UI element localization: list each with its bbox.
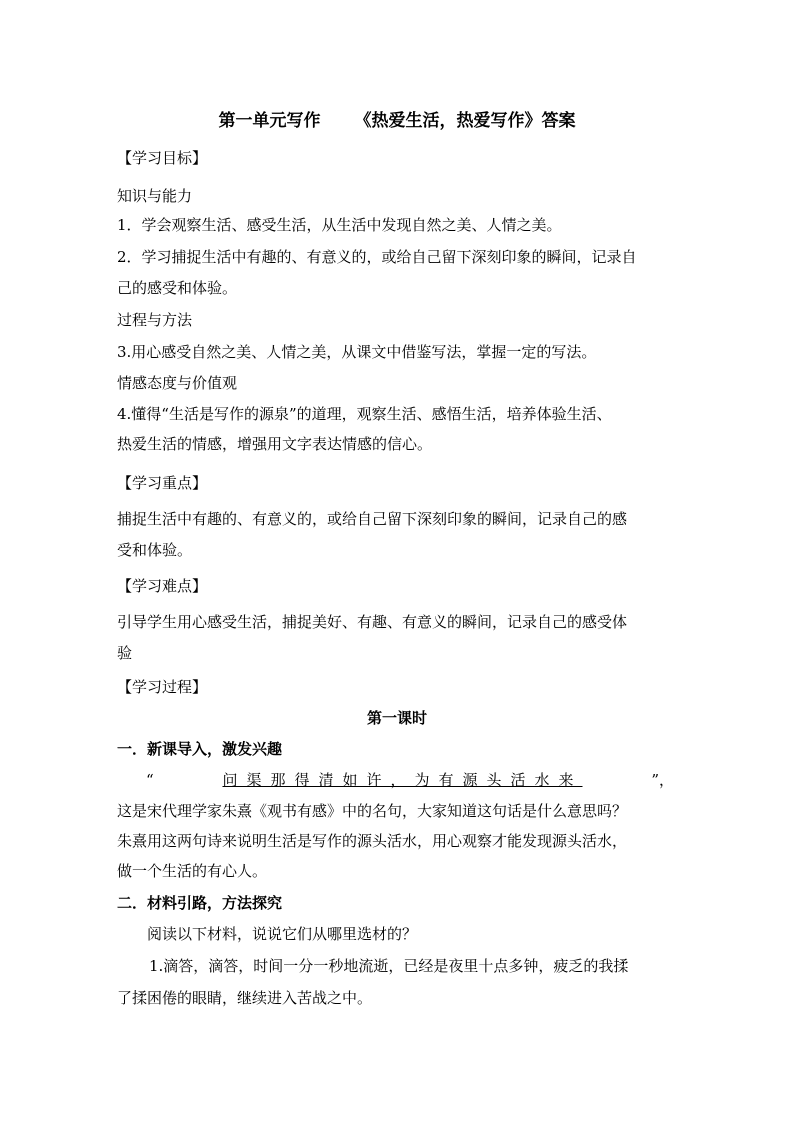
key-points-heading: 【学习重点】 — [117, 474, 208, 492]
poem-quote-line — [146, 769, 674, 791]
poem-text: 问渠那得清如许，为有源头活水来 — [222, 771, 583, 789]
key-points-line-1: 捕捉生活中有趣的、有意义的，或给自己留下深刻印象的瞬间，记录自己的感 — [117, 510, 628, 528]
key-points-line-2: 受和体验。 — [117, 541, 193, 559]
goal-item-2-line-1: 2．学习捕捉生活中有趣的、有意义的，或给自己留下深刻印象的瞬间，记录自 — [117, 248, 637, 266]
title-unit: 第一单元写作 — [218, 111, 321, 131]
document-title — [0, 106, 794, 131]
goal-item-3: 3.用心感受自然之美、人情之美，从课文中借鉴写法，掌握一定的写法。 — [117, 343, 597, 361]
goal-item-1: 1．学会观察生活、感受生活，从生活中发现自然之美、人情之美。 — [117, 216, 562, 234]
lesson-title: 第一课时 — [366, 709, 427, 727]
section-1-line-3: 朱熹用这两句诗来说明生活是写作的源头活水，用心观察才能发现源头活水， — [117, 832, 628, 850]
section-1-heading: 一．新课导入，激发兴趣 — [117, 740, 283, 758]
goal-item-2-line-2: 己的感受和体验。 — [117, 279, 238, 297]
material-1-line-1: 1.滴答，滴答，时间一分一秒地流逝，已经是夜里十点多钟，疲乏的我揉 — [149, 957, 629, 975]
learning-goals-heading: 【学习目标】 — [117, 149, 208, 167]
section-1-line-4: 做一个生活的有心人。 — [117, 862, 268, 880]
difficulties-line-2: 验 — [117, 644, 133, 662]
poem-open-quote: “ — [146, 771, 154, 789]
goal-item-4-line-2: 热爱生活的情感，增强用文字表达情感的信心。 — [117, 435, 433, 453]
attitude-values-heading: 情感态度与价值观 — [117, 374, 238, 392]
difficulties-heading: 【学习难点】 — [117, 577, 208, 595]
material-1-line-2: 了揉困倦的眼睛，继续进入苦战之中。 — [117, 989, 373, 1007]
goal-item-4-line-1: 4.懂得“生活是写作的源泉”的道理，观察生活、感悟生活，培养体验生活、 — [117, 405, 612, 423]
section-2-prompt: 阅读以下材料，说说它们从哪里选材的？ — [147, 925, 418, 943]
title-name: 《热爱生活，热爱写作》答案 — [354, 111, 576, 131]
section-2-heading: 二．材料引路，方法探究 — [117, 894, 283, 912]
process-method-heading: 过程与方法 — [117, 311, 193, 329]
knowledge-ability-heading: 知识与能力 — [117, 187, 193, 205]
poem-close-quote: ”， — [651, 771, 674, 789]
section-1-line-2: 这是宋代理学家朱熹《观书有感》中的名句，大家知道这句话是什么意思吗？ — [117, 802, 628, 820]
learning-process-heading: 【学习过程】 — [117, 678, 208, 696]
difficulties-line-1: 引导学生用心感受生活，捕捉美好、有趣、有意义的瞬间，记录自己的感受体 — [117, 613, 628, 631]
